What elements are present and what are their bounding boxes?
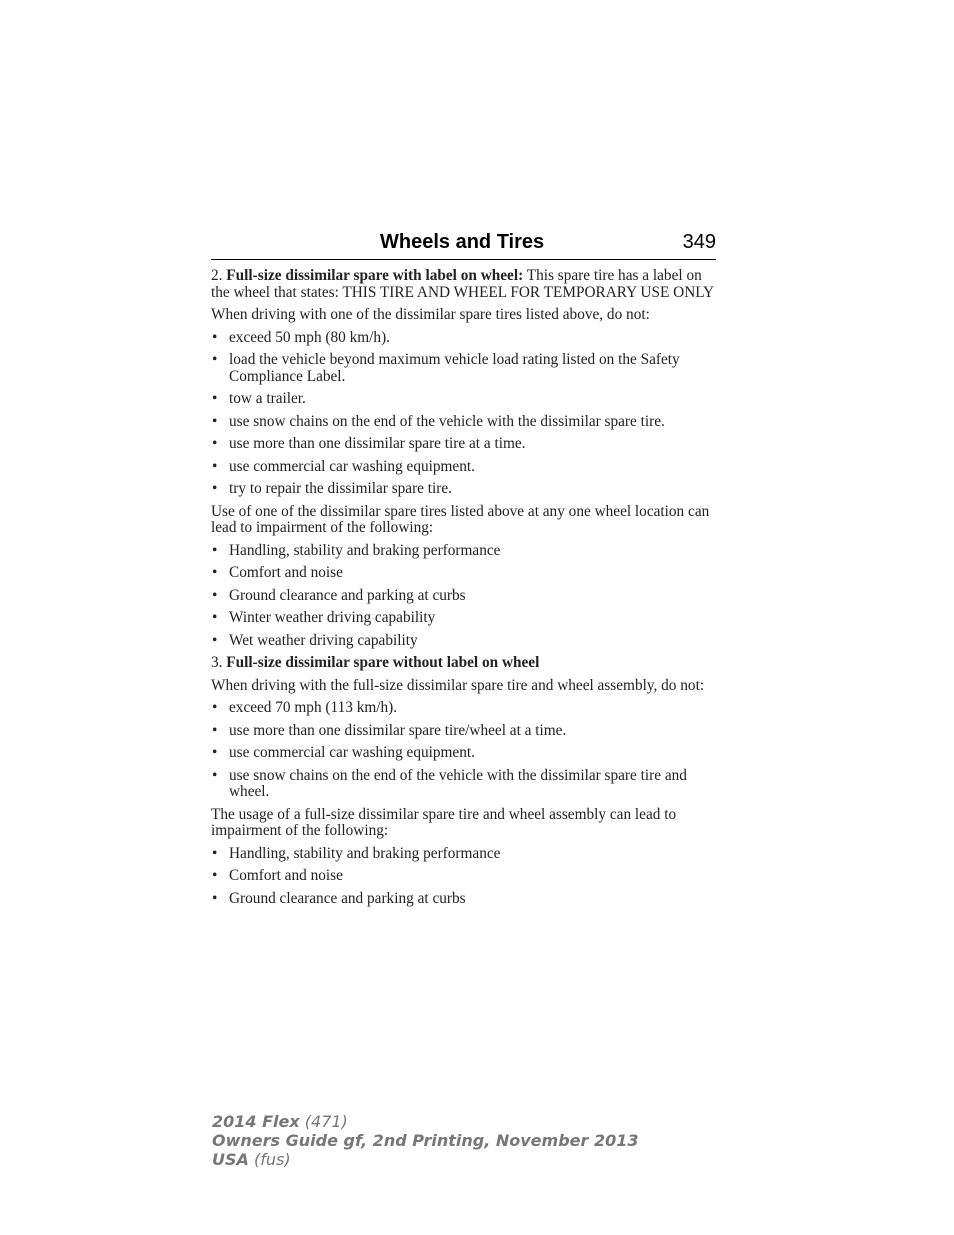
list-item: • Winter weather driving capability — [212, 609, 436, 626]
list-item: • exceed 50 mph (80 km/h). — [212, 328, 390, 346]
item-3-paragraph — [211, 655, 721, 672]
page-footer — [212, 1112, 638, 1169]
list-item: • use commercial car washing equipment. — [212, 744, 475, 761]
list-item: • exceed 70 mph (113 km/h). — [212, 699, 398, 716]
paragraph-impairment-2: The usage of a full-size dissimilar spare tire and wheel assembly can lead to impairment of the following: — [211, 805, 677, 839]
bullet-icon: • — [212, 351, 218, 368]
bullet-icon: • — [212, 480, 218, 497]
list-item: • use snow chains on the end of the vehicle with the dissimilar spare tire and wheel. — [212, 766, 687, 800]
bullet-icon: • — [212, 631, 218, 649]
list-item: • use more than one dissimilar spare tire at a time. — [212, 435, 526, 452]
bullet-icon: • — [212, 435, 218, 452]
item-2-paragraph — [211, 268, 721, 301]
bullet-icon: • — [212, 412, 218, 430]
item-3-number: 3. — [211, 654, 227, 671]
item-2-text: This spare tire has a label on the wheel that states: THIS TIRE AND WHEEL FOR TEMPORARY USE ONLY — [211, 267, 715, 301]
list-item: • Ground clearance and parking at curbs — [212, 586, 466, 604]
list-item: • Comfort and noise — [212, 867, 343, 884]
bullet-icon: • — [212, 844, 218, 862]
section-title: Wheels and Tires — [380, 231, 545, 253]
bullet-icon: • — [212, 541, 218, 559]
list-item: • tow a trailer. — [212, 390, 306, 407]
bullet-icon: • — [212, 699, 218, 716]
bullet-icon: • — [212, 586, 218, 604]
list-item: • try to repair the dissimilar spare tire. — [212, 480, 453, 497]
list-item: • Comfort and noise — [212, 564, 343, 581]
list-item: • Handling, stability and braking performance — [212, 844, 501, 862]
bullet-icon: • — [212, 867, 218, 884]
item-2-heading: Full-size dissimilar spare with label on wheel: — [226, 267, 524, 284]
list-impairments-1 — [211, 543, 721, 650]
bullet-icon: • — [212, 564, 218, 581]
list-item: • Handling, stability and braking performance — [212, 541, 501, 559]
list-restrictions-2 — [211, 700, 721, 801]
list-item: • use more than one dissimilar spare tire/wheel at a time. — [212, 721, 567, 739]
item-3-heading: Full-size dissimilar spare without label on wheel — [226, 654, 540, 671]
list-item: • Ground clearance and parking at curbs — [212, 889, 466, 907]
page-content — [211, 268, 721, 913]
footer-line-market: USA (fus) — [212, 1150, 291, 1169]
list-impairments-2 — [211, 846, 721, 908]
item-2-number: 2. — [211, 267, 227, 284]
list-restrictions-1 — [211, 330, 721, 498]
page-number: 349 — [682, 231, 716, 253]
bullet-icon: • — [212, 889, 218, 907]
page-header — [211, 229, 716, 260]
bullet-icon: • — [212, 390, 218, 407]
footer-line-model: 2014 Flex (471) — [212, 1112, 348, 1131]
paragraph-do-not-2: When driving with the full-size dissimilar spare tire and wheel assembly, do not: — [211, 676, 705, 694]
bullet-icon: • — [212, 744, 218, 761]
list-item: • load the vehicle beyond maximum vehicle load rating listed on the Safety Compliance Label. — [212, 351, 680, 385]
bullet-icon: • — [212, 328, 218, 346]
list-item: • use commercial car washing equipment. — [212, 457, 475, 475]
bullet-icon: • — [212, 766, 218, 784]
bullet-icon: • — [212, 721, 218, 739]
paragraph-do-not-1: When driving with one of the dissimilar spare tires listed above, do not: — [211, 306, 650, 323]
list-item: • Wet weather driving capability — [212, 631, 418, 649]
bullet-icon: • — [212, 457, 218, 475]
paragraph-impairment-1: Use of one of the dissimilar spare tires listed above at any one wheel location can lead to impairment of the following: — [211, 502, 710, 536]
list-item: • use snow chains on the end of the vehicle with the dissimilar spare tire. — [212, 412, 665, 430]
bullet-icon: • — [212, 609, 218, 626]
footer-line-edition: Owners Guide gf, 2nd Printing, November 2013 — [212, 1131, 639, 1150]
